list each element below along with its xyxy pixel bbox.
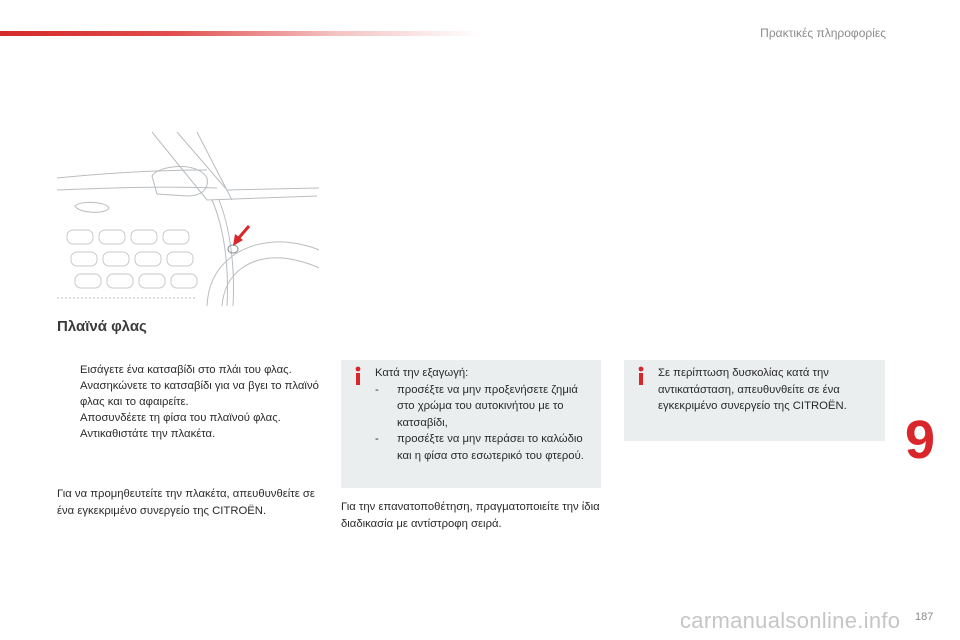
info-icon (634, 366, 648, 386)
info-box-text: Σε περίπτωση δυσκολίας κατά την αντικατάσταση, απευθυνθείτε σε ένα εγκεκριμένο συνεργείο της CITROËN. (658, 367, 847, 412)
list-item: - προσέξτε να μην προξενήσετε ζημιά στο χρώμα του αυτοκινήτου με το κατσαβίδι, (375, 383, 578, 429)
section-title: Πλαϊνά φλας (57, 318, 147, 335)
list-item: Αποσυνδέετε τη φίσα του πλαϊνού φλας. (80, 412, 281, 424)
info-icon (351, 366, 365, 386)
list-item: Εισάγετε ένα κατσαβίδι στο πλάι του φλας. (80, 364, 292, 376)
list-item: - προσέξτε να μην περάσει το καλώδιο και η φίσα στο εσωτερικό του φτερού. (375, 433, 584, 462)
car-wing-drawing (57, 130, 319, 306)
list-item: Ανασηκώνετε το κατσαβίδι για να βγει το πλαϊνό φλας και το αφαιρείτε. (80, 380, 319, 408)
info-box-dealer-advice (624, 360, 885, 441)
info-box-intro: Κατά την εξαγωγή: (375, 367, 469, 379)
chapter-number: 9 (905, 410, 936, 470)
header-accent-bar (0, 31, 480, 36)
watermark: carmanualsonline.info (680, 608, 901, 633)
list-item: Αντικαθιστάτε την πλακέτα. (80, 428, 216, 440)
red-arrow-icon (233, 226, 249, 246)
warning-list (375, 382, 593, 465)
order-note: Για να προμηθευτείτε την πλακέτα, απευθυνθείτε σε ένα εγκεκριμένο συνεργείο της CITROËN. (57, 488, 315, 517)
info-box-removal-warning (341, 360, 601, 488)
page-header-title: Πρακτικές πληροφορίες (760, 26, 886, 40)
page-number: 187 (915, 611, 934, 623)
refit-note: Για την επανατοποθέτηση, πραγματοποιείτε την ίδια διαδικασία με αντίστροφη σειρά. (341, 501, 600, 530)
car-side-illustration (57, 130, 319, 306)
procedure-steps (60, 362, 330, 442)
